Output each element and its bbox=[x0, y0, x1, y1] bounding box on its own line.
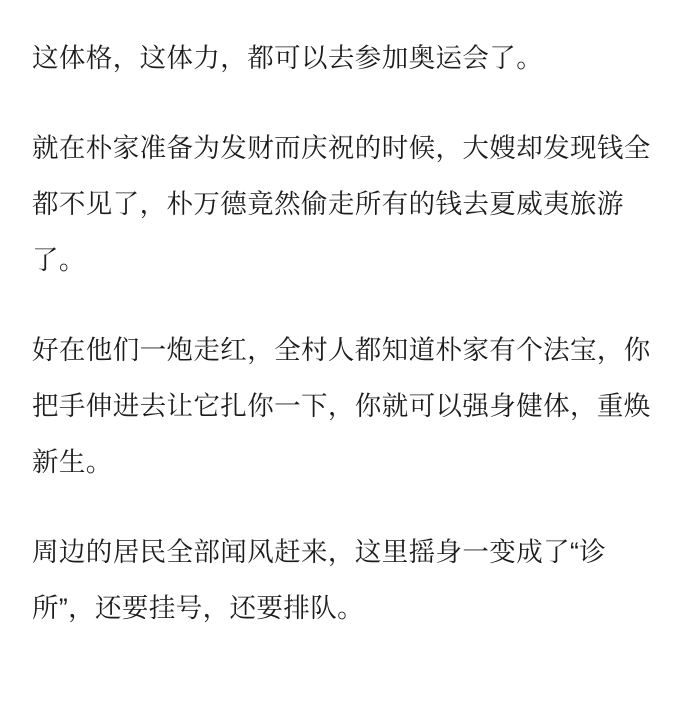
paragraph: 好在他们一炮走红，全村人都知道朴家有个法宝，你把手伸进去让它扎你一下，你就可以强身健体，重焕新生。 bbox=[32, 335, 651, 477]
paragraph: 周边的居民全部闻风赶来，这里摇身一变成了“诊所”，还要挂号，还要排队。 bbox=[32, 537, 607, 623]
paragraph: 这体格，这体力，都可以去参加奥运会了。 bbox=[32, 43, 544, 73]
paragraph: 就在朴家准备为发财而庆祝的时候，大嫂却发现钱全都不见了，朴万德竟然偷走所有的钱去夏威夷旅游了。 bbox=[32, 133, 651, 275]
